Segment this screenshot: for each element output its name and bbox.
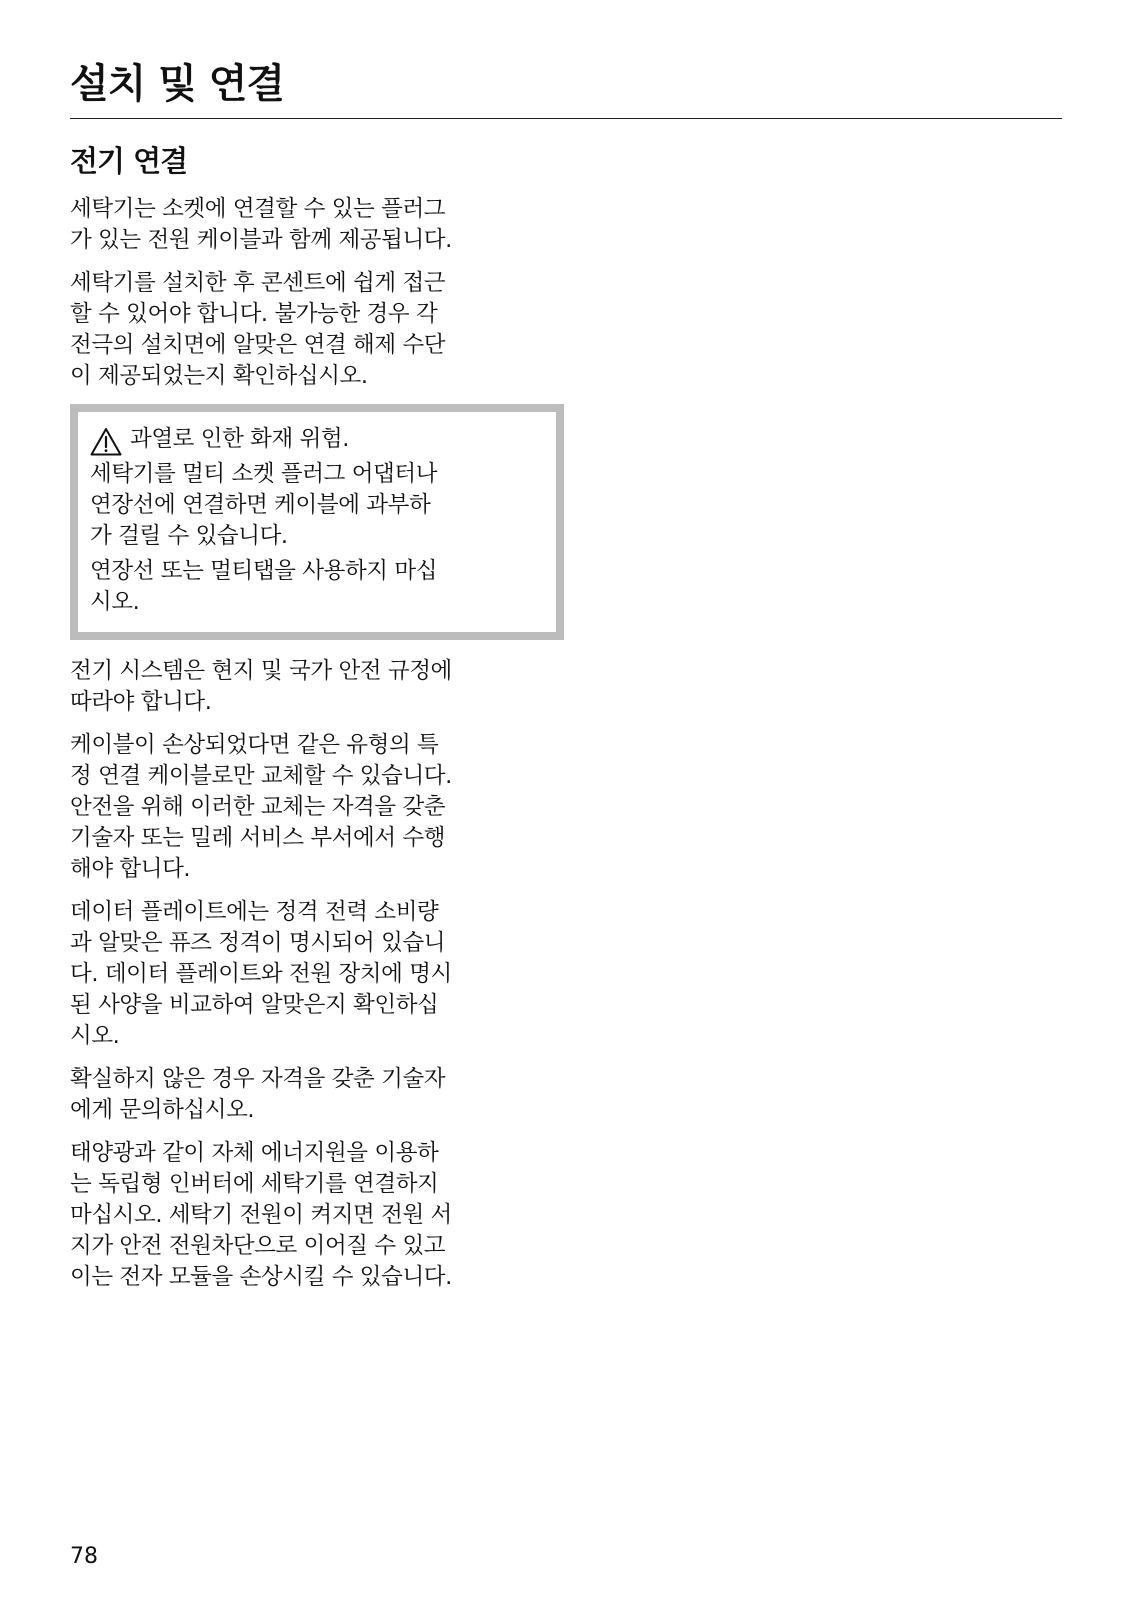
warning-text-overload: 세탁기를 멀티 소켓 플러그 어댑터나 연장선에 연결하면 케이블에 과부하 가 걸릴 수 있습니다.	[90, 461, 438, 549]
paragraph-socket-access: 세탁기를 설치한 후 콘센트에 쉽게 접근 할 수 있어야 합니다. 불가능한 경우 각 전극의 설치면에 알맞은 연결 해제 수단 이 제공되었는지 확인하십시오.	[70, 270, 446, 389]
paragraph-inverter-warning: 태양광과 같이 자체 에너지원을 이용하 는 독립형 인버터에 세탁기를 연결하지 마십시오. 세탁기 전원이 켜지면 전원 서 지가 안전 전원차단으로 이어질 수 있고 이는 전자 모듈을 손상시킬 수 있습니다.	[70, 1140, 452, 1290]
content-column	[70, 194, 556, 1305]
paragraph-data-plate: 데이터 플레이트에는 정격 전력 소비량 과 알맞은 퓨즈 정격이 명시되어 있습니 다. 데이터 플레이트와 전원 장치에 명시 된 사양을 비교하여 알맞은지 확인하십 시오.	[70, 899, 452, 1049]
warning-heading: 과열로 인한 화재 위험.	[130, 426, 350, 452]
paragraph-plug-cable: 세탁기는 소켓에 연결할 수 있는 플러그 가 있는 전원 케이블과 함께 제공됩니다.	[70, 196, 452, 253]
section-title: 전기 연결	[70, 144, 188, 178]
paragraph-consult-technician: 확실하지 않은 경우 자격을 갖춘 기술자 에게 문의하십시오.	[70, 1066, 446, 1123]
warning-box	[70, 404, 564, 640]
warning-text-no-extension: 연장선 또는 멀티탭을 사용하지 마십 시오.	[90, 558, 438, 615]
page-number: 78	[70, 1544, 98, 1569]
warning-heading-row	[90, 424, 546, 459]
paragraph-cable-replacement: 케이블이 손상되었다면 같은 유형의 특 정 연결 케이블로만 교체할 수 있습니다. 안전을 위해 이러한 교체는 자격을 갖춘 기술자 또는 밀레 서비스 부서에서 수행 해야 합니다.	[70, 732, 452, 882]
title-divider	[70, 118, 1062, 119]
paragraph-safety-regulations: 전기 시스템은 현지 및 국가 안전 규정에 따라야 합니다.	[70, 658, 452, 715]
warning-triangle-icon	[90, 427, 122, 456]
page-title: 설치 및 연결	[70, 61, 285, 107]
